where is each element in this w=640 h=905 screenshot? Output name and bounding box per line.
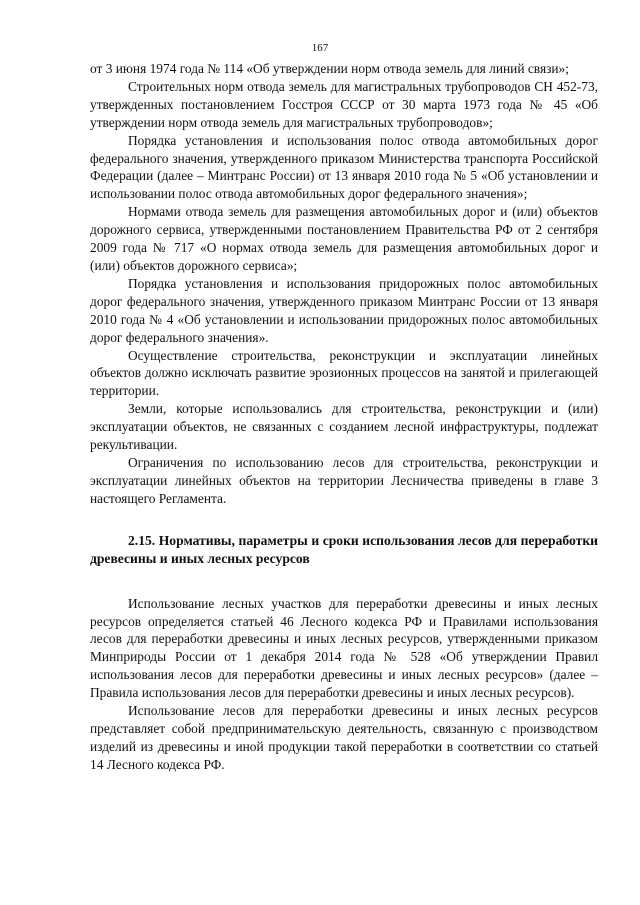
paragraph: Порядка установления и использования придорожных полос автомобильных дорог федерального значения, утвержденного приказом Минтранс России от 13 января 2010 года № 4 «Об установлении и использовании придорожных полос автомобильных дорог федерального значения». (90, 275, 598, 345)
section-spacer (90, 568, 598, 595)
paragraph: Ограничения по использованию лесов для строительства, реконструкции и эксплуатации линейных объектов на территории Лесничества приведены в главе 3 настоящего Регламента. (90, 454, 598, 506)
paragraph: Строительных норм отвода земель для магистральных трубопроводов СН 452-73, утвержденных постановлением Госстроя СССР от 30 марта 1973 года № 45 «Об утверждении норм отвода земель для магистральных трубопроводов»; (90, 78, 598, 130)
paragraph: Использование лесных участков для переработки древесины и иных лесных ресурсов определяется статьей 46 Лесного кодекса РФ и Правилами использования лесов для переработки древесины и иных лесных ресурсов, утвержденными приказом Минприроды России от 1 декабря 2014 года № 528 «Об утверждении Правил использования лесов для переработки древесины и иных лесных ресурсов» (далее – Правила использования лесов для переработки древесины и иных лесных ресурсов). (90, 595, 598, 701)
document-body (90, 60, 598, 774)
paragraph: от 3 июня 1974 года № 114 «Об утверждении норм отвода земель для линий связи»; (90, 61, 569, 76)
section-heading: 2.15. Нормативы, параметры и сроки использования лесов для переработки древесины и иных лесных ресурсов (90, 532, 598, 566)
page-number: 167 (311, 42, 329, 54)
paragraph: Порядка установления и использования полос отвода автомобильных дорог федерального значения, утвержденного приказом Министерства транспорта Российской Федерации (далее – Минтранс России) от 13 января 2010 года № 5 «Об установлении и использовании полос отвода автомобильных дорог федерального значения»; (90, 132, 598, 202)
paragraph: Осуществление строительства, реконструкции и эксплуатации линейных объектов должно исключать развитие эрозионных процессов на занятой и прилегающей территории. (90, 347, 598, 399)
paragraph: Земли, которые использовались для строительства, реконструкции и (или) эксплуатации объектов, не связанных с созданием лесной инфраструктуры, подлежат рекультивации. (90, 401, 598, 453)
paragraph: Нормами отвода земель для размещения автомобильных дорог и (или) объектов дорожного сервиса, утвержденными постановлением Правительства РФ от 2 сентября 2009 года № 717 «О нормах отвода земель для размещения автомобильных дорог и (или) объектов дорожного сервиса»; (90, 204, 598, 273)
paragraph: Использование лесов для переработки древесины и иных лесных ресурсов представляет собой предпринимательскую деятельность, связанную с производством изделий из древесины и иной продукции такой переработки в соответствии со статьей 14 Лесного кодекса РФ. (90, 703, 598, 772)
